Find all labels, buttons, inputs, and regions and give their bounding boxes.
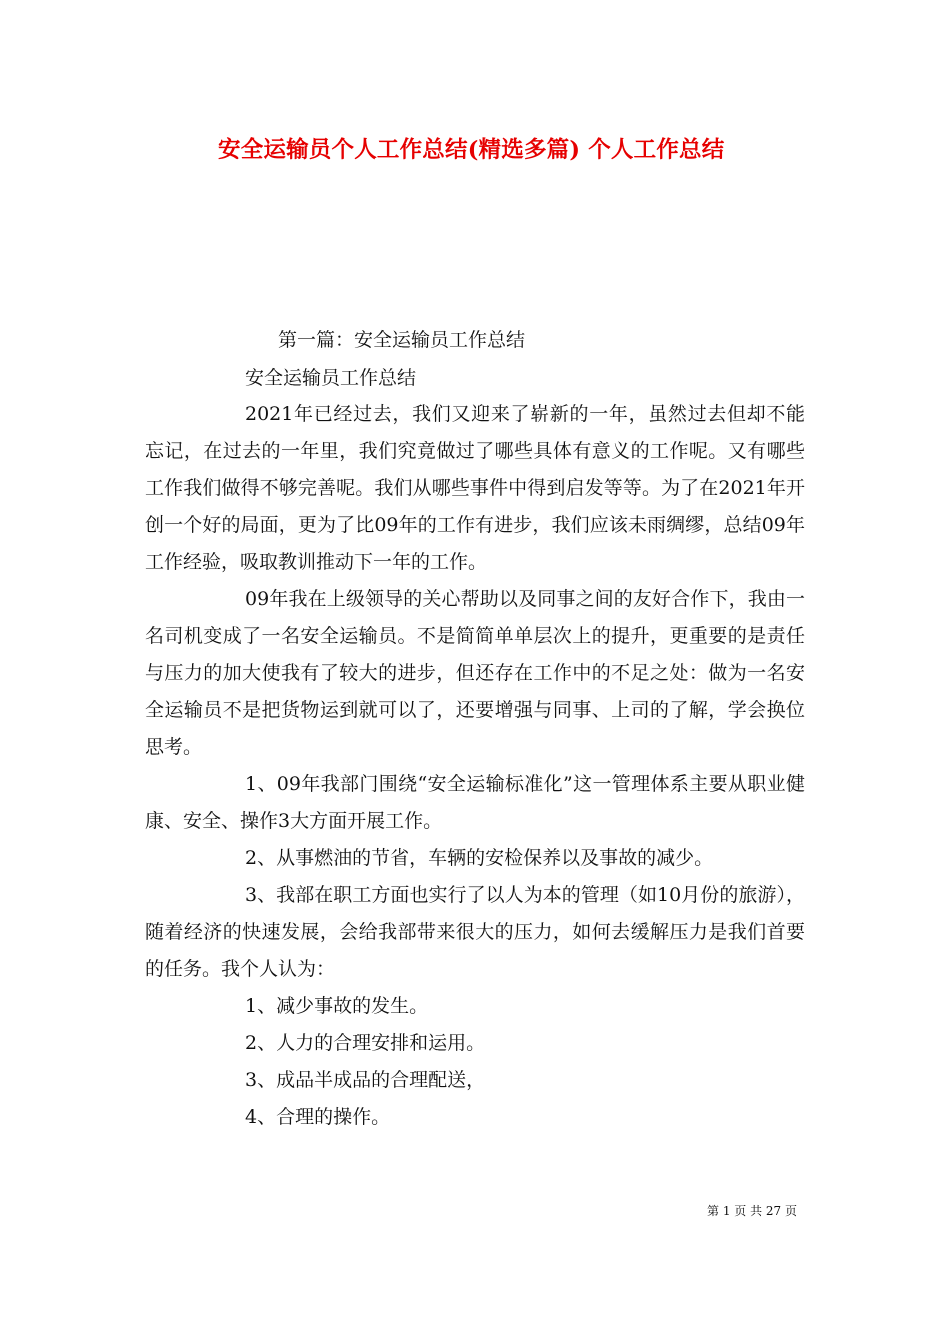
list-item: 3、成品半成品的合理配送，: [245, 1069, 486, 1091]
list-item: 2、人力的合理安排和运用。: [245, 1032, 486, 1054]
paragraph: 1、09年我部门围绕“安全运输标准化”这一管理体系主要从职业健康、安全、操作3大方面开展工作。: [145, 773, 805, 832]
paragraph: 3、我部在职工方面也实行了以人为本的管理（如10月份的旅游），随着经济的快速发展，会给我部带来很大的压力，如何去缓解压力是我们首要的任务。我个人认为：: [145, 884, 805, 980]
document-body: [145, 396, 805, 1136]
paragraph: 2021年已经过去，我们又迎来了崭新的一年，虽然过去但却不能忘记，在过去的一年里，我们究竟做过了哪些具体有意义的工作呢。又有哪些工作我们做得不够完善呢。我们从哪些事件中得到启发等等。为了在2021年开创一个好的局面，更为了比09年的工作有进步，我们应该未雨绸缪，总结09年工作经验，吸取教训推动下一年的工作。: [145, 403, 805, 573]
section-subheading: 安全运输员工作总结: [245, 367, 417, 389]
list-item: 1、减少事故的发生。: [245, 995, 429, 1017]
section-heading: 第一篇：安全运输员工作总结: [278, 329, 526, 351]
document-title: 安全运输员个人工作总结(精选多篇) 个人工作总结: [218, 137, 725, 163]
list-item: 4、合理的操作。: [245, 1106, 391, 1128]
paragraph: 2、从事燃油的节省，车辆的安检保养以及事故的减少。: [245, 847, 714, 869]
page-number-footer: 第 1 页 共 27 页: [707, 1204, 797, 1218]
paragraph: 09年我在上级领导的关心帮助以及同事之间的友好合作下，我由一名司机变成了一名安全运输员。不是简简单单层次上的提升，更重要的是责任与压力的加大使我有了较大的进步，但还存在工作中的不足之处：做为一名安全运输员不是把货物运到就可以了，还要增强与同事、上司的了解，学会换位思考。: [145, 588, 805, 758]
